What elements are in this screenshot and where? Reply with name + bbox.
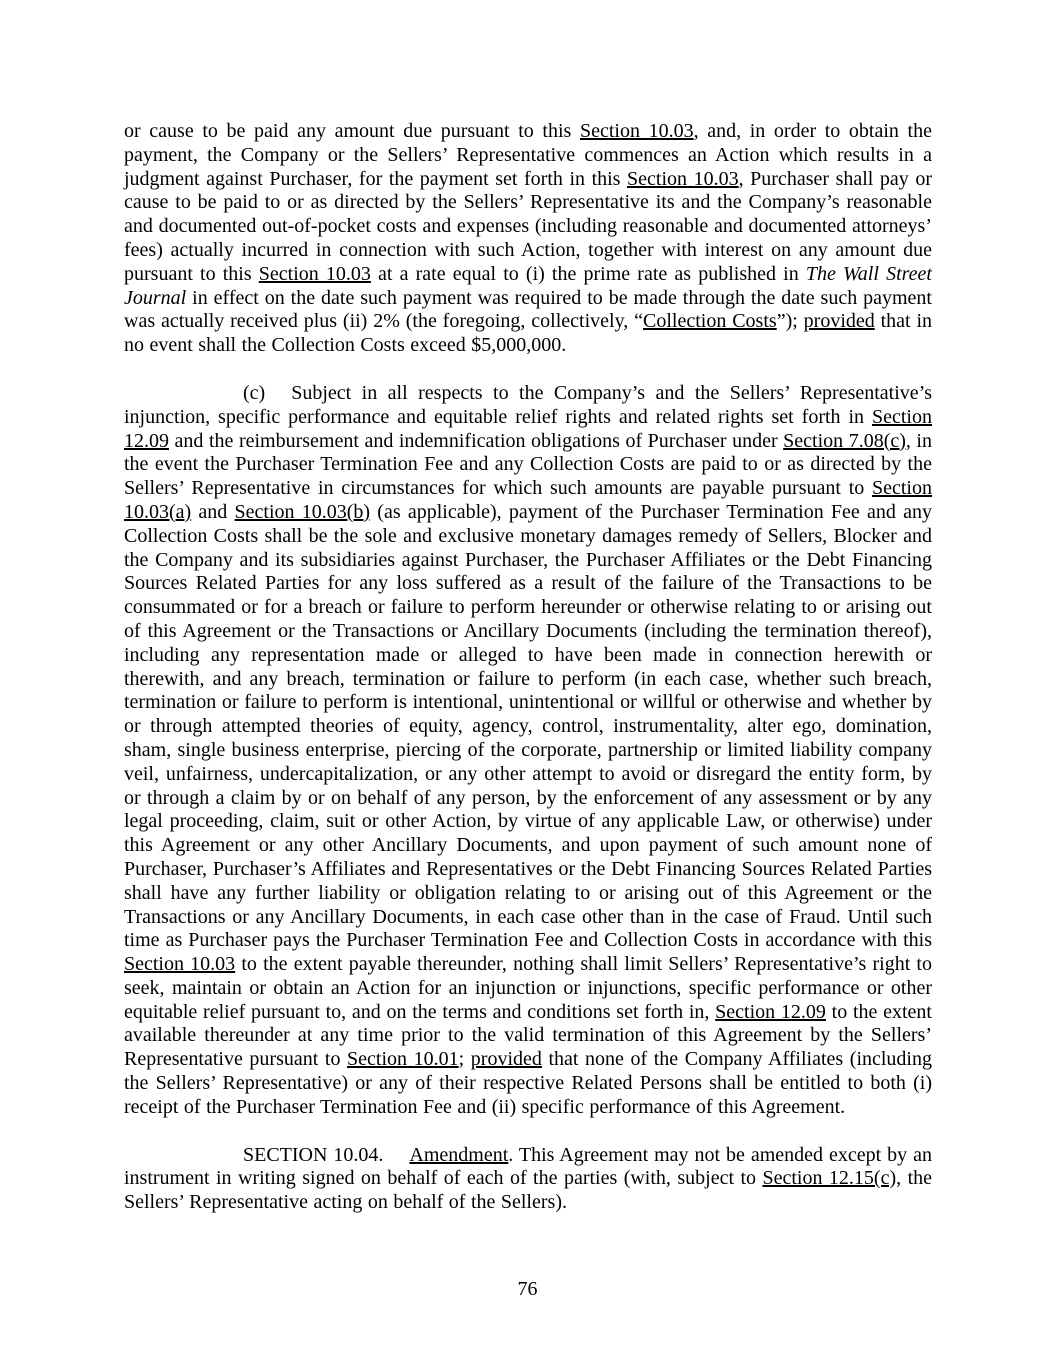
text-run: at a rate equal to (i) the prime rate as published in: [370, 262, 806, 285]
text-run: that none of the Company Affiliates (including the Sellers’ Representative) or any of their respective Related Persons shall be entitled to both (i) receipt of the Purchaser Termination Fee and (ii) specific performance of this Agreement.: [124, 1048, 932, 1118]
paragraph-section-10-04-amendment: [124, 1144, 932, 1215]
text-run: , and, in order to obtain the payment, the Company or the Sellers’ Representative commences an Action which results in a judgment against Purchaser, for the payment set forth in this: [124, 120, 932, 190]
text-run: (c): [243, 381, 266, 404]
underlined-text: Section 10.03(a): [124, 477, 932, 523]
underlined-text: Section 10.01: [347, 1048, 459, 1071]
text-run: (as applicable), payment of the Purchaser Termination Fee and any Collection Costs shall be the sole and exclusive monetary damages remedy of Sellers, Blocker and the Company and its subsidiaries against Purchaser, the Purchaser Affiliates or the Debt Financing Sources Related Parties for any loss suffered as a result of the failure of the Transactions to be consummated or for a breach or failure to perform hereunder or otherwise relating to or arising out of this Agreement or the Transactions or Ancillary Documents (including the termination thereof), including any representation made or alleged to have been made in connection herewith or therewith, and any breach, termination or failure to perform (in each case, whether such breach, termination or failure to perform is intentional, unintentional or willful or otherwise and whether by or through attempted theories of equity, agency, control, instrumentality, alter ego, domination, sham, single business enterprise, piercing of the corporate, partnership or limited liability company veil, unfairness, undercapitalization, or any other attempt to avoid or disregard the entity form, by or through a claim by or on behalf of any person, by the enforcement of any assessment or by any legal proceeding, claim, suit or other Action, by virtue of any applicable Law, or otherwise) under this Agreement or any other Ancillary Documents, and upon payment of such amount none of Purchaser, Purchaser’s Affiliates and Representatives or the Debt Financing Sources Related Parties shall have any further liability or obligation relating to or arising out of this Agreement or the Transactions or any Ancillary Documents, in each case other than in the case of Fraud. Until such time as Purchaser pays the Purchaser Termination Fee and Collection Costs in accordance with this: [124, 500, 932, 952]
text-run: or cause to be paid any amount due pursuant to this: [124, 120, 580, 142]
text-run: to the extent payable thereunder, nothing shall limit Sellers’ Representative’s right to seek, maintain or obtain an Action for an injunction or injunctions, specific performance or other equitable relief pursuant to, and on the terms and conditions set forth in,: [124, 953, 932, 1023]
text-run: the Sellers’ Representative acting on behalf of the Sellers).: [124, 1167, 933, 1214]
text-run: . This Agreement may not be amended except by an instrument in writing signed on behalf of each of the parties (with, subject to: [124, 1143, 932, 1190]
italic-text: The Wall Street Journal: [124, 262, 932, 309]
text-run: , Purchaser shall pay or cause to be paid to or as directed by the Sellers’ Representative its and the Company’s reasonable and documented out-of-pocket costs and expenses (including reasonable and documented attorneys’ fees) actually incurred in connection with such Action, together with interest on any amount due pursuant to this: [124, 167, 933, 285]
paragraph-c-exclusive-remedy: [124, 382, 932, 1120]
underlined-text: Section 12.09: [715, 1000, 826, 1023]
underlined-text: Section 12.09: [124, 405, 932, 452]
text-run: in effect on the date such payment was required to be made through the date such payment was actually received plus (ii) 2% (the foregoing, collectively, “: [124, 286, 932, 333]
text-run: , in the event the Purchaser Termination Fee and any Collection Costs are paid to or as directed by the Sellers’ Representative in circumstances for which such amounts are payable pursuant to: [124, 429, 932, 500]
text-run: Subject in all respects to the Company’s and the Sellers’ Representative’s injunction, specific performance and equitable relief rights and related rights set forth in: [124, 381, 932, 428]
underlined-text: Section 10.03: [579, 120, 694, 142]
page-number: 76: [517, 1278, 538, 1300]
document-content: [124, 120, 932, 1239]
text-run: SECTION 10.04.: [243, 1143, 384, 1166]
text-run: and the reimbursement and indemnification obligations of Purchaser under: [169, 429, 784, 452]
underlined-text: provided: [803, 310, 875, 333]
underlined-text: Section 10.03: [627, 167, 739, 190]
text-run: ”);: [776, 310, 804, 333]
text-run: that in no event shall the Collection Costs exceed $5,000,000.: [124, 310, 933, 357]
underlined-text: Section 10.03: [258, 262, 371, 285]
text-run: and: [191, 500, 235, 523]
text-run: ;: [458, 1048, 471, 1071]
underlined-text: Collection Costs: [643, 310, 777, 333]
underlined-text: Section 7.08(c): [783, 429, 906, 452]
underlined-text: Amendment: [409, 1143, 509, 1166]
text-run: to the extent available thereunder at any time prior to the valid termination of this Agreement by the Sellers’ Representative pursuant to: [124, 1000, 932, 1071]
underlined-text: Section 10.03(b): [234, 500, 371, 523]
underlined-text: provided: [470, 1048, 542, 1071]
paragraph-collection-costs: [124, 120, 932, 358]
underlined-text: Section 10.03: [124, 953, 236, 976]
underlined-text: Section 12.15(c),: [762, 1167, 902, 1190]
